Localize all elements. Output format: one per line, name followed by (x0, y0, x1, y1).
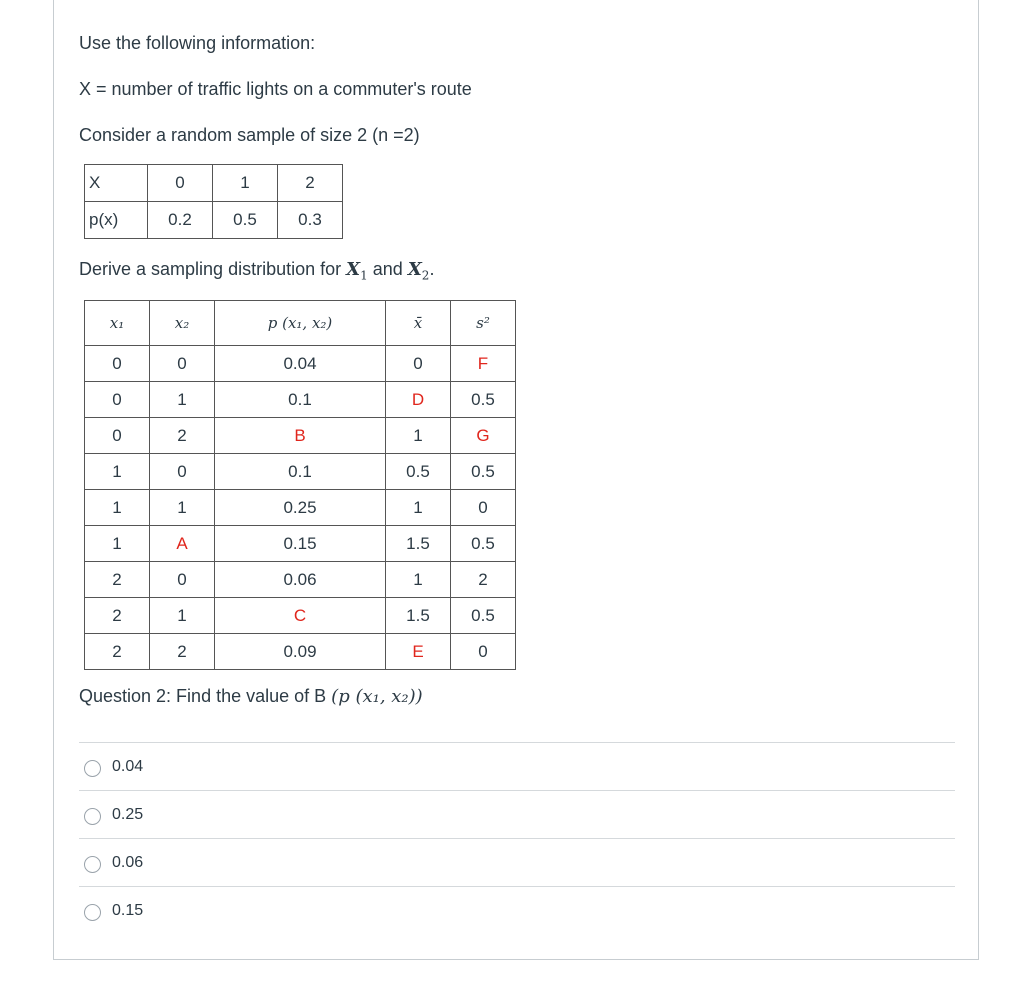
table-cell: 1 (386, 562, 451, 598)
table-cell: 1 (85, 454, 150, 490)
table-row (85, 562, 516, 598)
radio-button[interactable] (84, 904, 101, 921)
header-variance: s² (451, 301, 516, 346)
table-cell: G (451, 418, 516, 454)
table-cell: 1 (150, 490, 215, 526)
table-cell: 0.5 (386, 454, 451, 490)
answer-option[interactable] (79, 838, 955, 886)
px-label: p(x) (85, 202, 148, 239)
question-label: Question 2: Find the value of B (79, 686, 327, 706)
table-cell: 2 (451, 562, 516, 598)
table-cell: 1 (386, 418, 451, 454)
table-cell: 0.25 (215, 490, 386, 526)
table-cell: 1 (85, 490, 150, 526)
var-x2-sub: 2 (421, 268, 430, 283)
table-cell: 1 (213, 165, 278, 202)
answer-options (79, 742, 955, 934)
table-cell: C (215, 598, 386, 634)
table-cell: 0.15 (215, 526, 386, 562)
table-cell: 0 (386, 346, 451, 382)
table-cell: 0 (451, 490, 516, 526)
radio-button[interactable] (84, 808, 101, 825)
derive-suffix: . (429, 259, 435, 279)
definition-text: X = number of traffic lights on a commuter's route (79, 79, 472, 99)
derive-and: and (372, 259, 403, 279)
table-row (85, 526, 516, 562)
table-cell: 0 (451, 634, 516, 670)
table-cell: 1 (386, 490, 451, 526)
header-x1: x₁ (85, 301, 150, 346)
answer-label: 0.06 (112, 854, 144, 871)
table-cell: 0.3 (278, 202, 343, 239)
probability-table (84, 164, 343, 239)
sample-text: Consider a random sample of size 2 (n =2) (79, 125, 420, 145)
var-x1-letter: X (346, 259, 361, 280)
header-row (85, 301, 516, 346)
question-math: (p (x₁, x₂)) (331, 686, 423, 707)
table-cell: 0.5 (451, 526, 516, 562)
var-x1-sub: 1 (360, 268, 368, 283)
table-row (85, 165, 343, 202)
question-text (79, 686, 423, 707)
table-cell: E (386, 634, 451, 670)
table-row (85, 382, 516, 418)
table-cell: 1.5 (386, 526, 451, 562)
table-cell: 0 (150, 562, 215, 598)
var-x1 (346, 259, 368, 283)
derive-prefix: Derive a sampling distribution for (79, 259, 342, 279)
x-label: X (85, 165, 148, 202)
radio-button[interactable] (84, 760, 101, 777)
table-cell: 2 (150, 418, 215, 454)
table-cell: 0.5 (451, 598, 516, 634)
table-cell: 2 (85, 598, 150, 634)
sampling-distribution-table (84, 300, 516, 670)
table-cell: 0.09 (215, 634, 386, 670)
table-cell: 0 (85, 346, 150, 382)
var-x2-letter: X (407, 259, 422, 280)
radio-button[interactable] (84, 856, 101, 873)
table-cell: F (451, 346, 516, 382)
table-cell: 2 (85, 562, 150, 598)
table-cell: 0 (150, 454, 215, 490)
table-cell: B (215, 418, 386, 454)
table-cell: 0.04 (215, 346, 386, 382)
answer-label: 0.15 (112, 902, 144, 919)
answer-option[interactable] (79, 790, 955, 838)
derive-text (79, 259, 434, 283)
table-cell: 0 (85, 382, 150, 418)
table-cell: 1 (85, 526, 150, 562)
header-x2: x₂ (150, 301, 215, 346)
table-row (85, 346, 516, 382)
table-cell: 0.5 (451, 454, 516, 490)
table-row (85, 634, 516, 670)
table-cell: 1 (150, 382, 215, 418)
table-row (85, 454, 516, 490)
table-row (85, 490, 516, 526)
table-cell: 0.06 (215, 562, 386, 598)
table-cell: 0 (85, 418, 150, 454)
table-cell: 0.1 (215, 454, 386, 490)
table-cell: 0.5 (213, 202, 278, 239)
table-cell: 2 (85, 634, 150, 670)
answer-option[interactable] (79, 742, 955, 790)
table-row (85, 202, 343, 239)
header-prob: p (x₁, x₂) (215, 301, 386, 346)
table-cell: 0 (148, 165, 213, 202)
table-cell: 2 (150, 634, 215, 670)
table-cell: D (386, 382, 451, 418)
table-row (85, 598, 516, 634)
table-cell: 0 (150, 346, 215, 382)
table-cell: A (150, 526, 215, 562)
answer-option[interactable] (79, 886, 955, 934)
table-cell: 2 (278, 165, 343, 202)
table-row (85, 418, 516, 454)
header-mean: x̄ (386, 301, 451, 346)
var-x2 (407, 259, 430, 283)
table-cell: 1.5 (386, 598, 451, 634)
answer-label: 0.04 (112, 758, 144, 775)
table-cell: 0.2 (148, 202, 213, 239)
table-cell: 0.1 (215, 382, 386, 418)
intro-text: Use the following information: (79, 33, 316, 53)
table-cell: 1 (150, 598, 215, 634)
table-cell: 0.5 (451, 382, 516, 418)
answer-label: 0.25 (112, 806, 144, 823)
